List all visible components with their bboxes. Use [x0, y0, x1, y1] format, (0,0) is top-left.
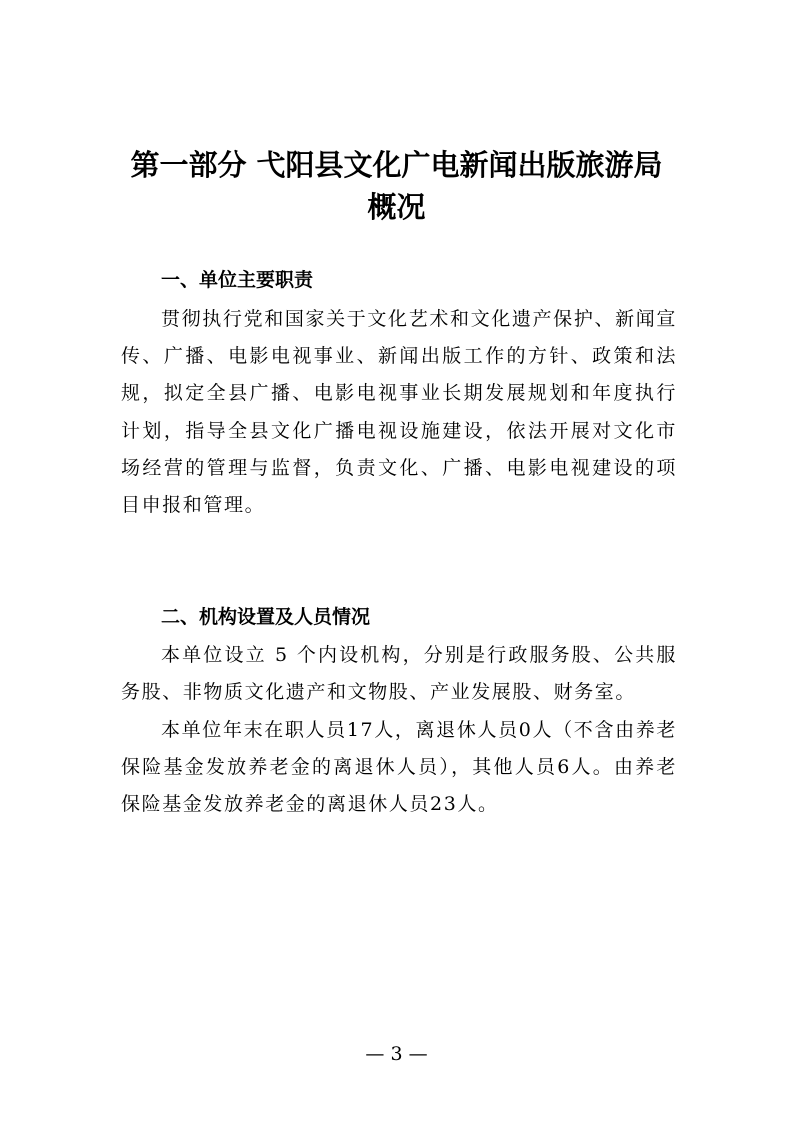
- section-heading-responsibilities: 一、单位主要职责: [161, 269, 314, 291]
- paragraph-staff: 本单位年末在职人员17人，离退休人员0人（不含由养老保险基金发放养老金的离退休人员），其他人员6人。由养老保险基金发放养老金的离退休人员23人。: [121, 719, 677, 816]
- page-number: — 3 —: [365, 1043, 428, 1065]
- section-heading-organization: 二、机构设置及人员情况: [161, 606, 371, 628]
- page-title-line-1: 第一部分 弋阳县文化广电新闻出版旅游局: [130, 148, 663, 182]
- paragraph-departments: 本单位设立 5 个内设机构，分别是行政服务股、公共服务股、非物质文化遗产和文物股、产业发展股、财务室。: [121, 644, 677, 704]
- page-title-line-2: 概况: [367, 190, 426, 224]
- paragraph-responsibilities: 贯彻执行党和国家关于文化艺术和文化遗产保护、新闻宣传、广播、电影电视事业、新闻出版工作的方针、政策和法规，拟定全县广播、电影电视事业长期发展规划和年度执行计划，指导全县文化广播电视设施建设，依法开展对文化市场经营的管理与监督，负责文化、广播、电影电视建设的项目申报和管理。: [121, 308, 677, 517]
